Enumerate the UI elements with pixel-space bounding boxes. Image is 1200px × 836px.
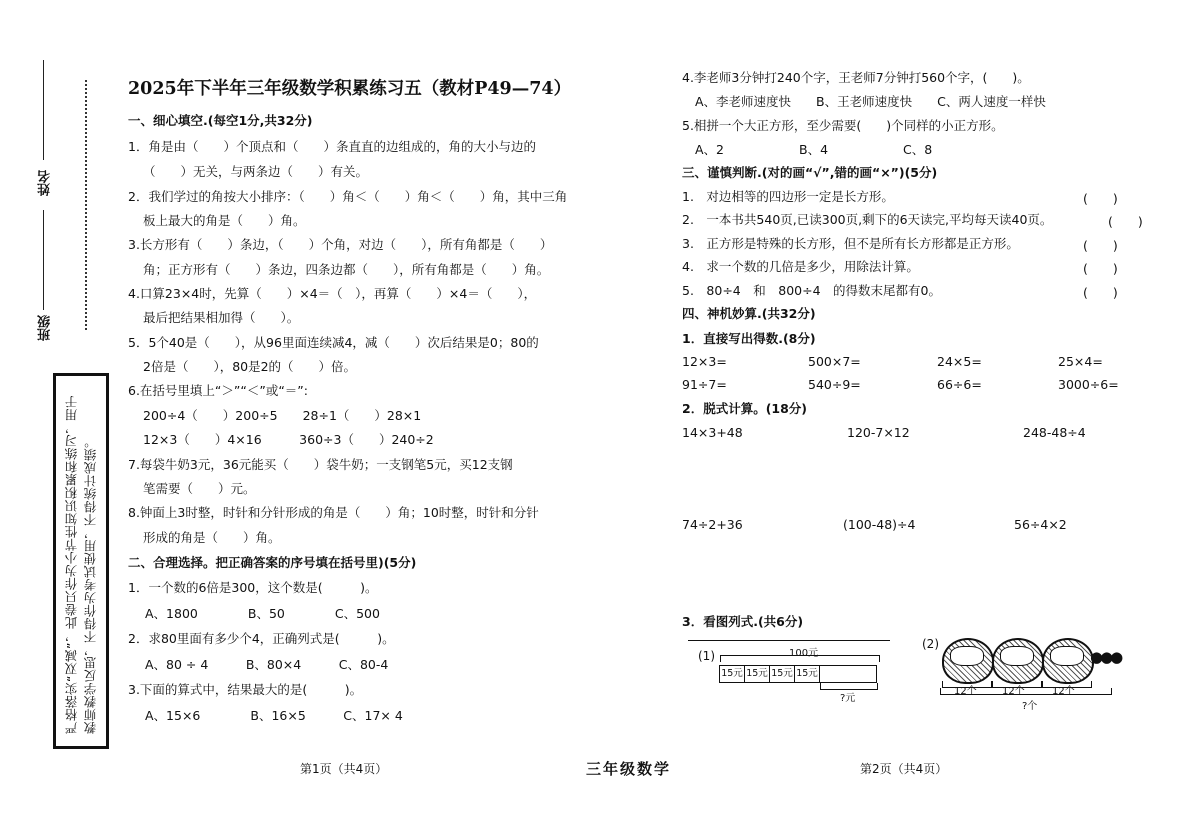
- question-line: 2．求80里面有多少个4，正确列式是( )。: [128, 631, 395, 646]
- answer-paren[interactable]: ( ): [1083, 261, 1118, 276]
- question-line: 6.在括号里填上“＞”“＜”或“＝”:: [128, 383, 308, 398]
- group-label: 12个: [954, 686, 977, 697]
- section-4-heading: 四、神机妙算.(共32分): [682, 306, 816, 321]
- segment-cell: 15元: [744, 665, 770, 683]
- choice-line: A、80 ÷ 4 B、80×4 C、80-4: [145, 657, 389, 672]
- question-line: 5.相拼一个大正方形，至少需要( )个同样的小正方形。: [682, 118, 1004, 133]
- basket-icon: [1042, 638, 1094, 684]
- calc-item: (100-48)÷4: [843, 517, 916, 532]
- exam-title: 2025年下半年三年级数学积累练习五（教材P49—74）: [128, 79, 572, 99]
- eggs-icon: [1050, 646, 1084, 666]
- divider-line: [688, 640, 890, 641]
- question-line: 2倍是（ ），80是2的（ ）倍。: [143, 359, 357, 374]
- question-line: 8.钟面上3时整，时针和分针形成的角是（ ）角；10时整，时针和分针: [128, 505, 539, 520]
- judge-item: 3. 正方形是特殊的长方形，但不是所有长方形都是正方形。: [682, 236, 1019, 251]
- section-1-heading: 一、细心填空.(每空1分,共32分): [128, 113, 313, 128]
- extra-eggs-icon: ●●●: [1090, 648, 1121, 666]
- total-label: 100元: [789, 648, 819, 659]
- name-label: 姓名: [38, 170, 53, 196]
- notice-box: [53, 373, 109, 749]
- question-line: （ ）无关，与两条边（ ）有关。: [143, 164, 369, 179]
- bar-diagram: [688, 638, 893, 703]
- segment-cell: 15元: [719, 665, 745, 683]
- unknown-label: ?个: [1022, 701, 1038, 712]
- question-line: 4.口算23×4时，先算（ ）×4＝（ ），再算（ ）×4＝（ ），: [128, 286, 537, 301]
- question-line: 12×3（ ）4×16 360÷3（ ）240÷2: [143, 432, 434, 447]
- segment-cell: 15元: [769, 665, 795, 683]
- oral-item: 540÷9=: [808, 377, 861, 392]
- calc-item: 120-7×12: [847, 425, 910, 440]
- question-line: 200÷4（ ）200÷5 28÷1（ ）28×1: [143, 408, 422, 423]
- oral-item: 91÷7=: [682, 377, 727, 392]
- question-line: 笔需要（ ）元。: [143, 481, 256, 496]
- question-line: 4.李老师3分钟打240个字，王老师7分钟打560个字，( )。: [682, 70, 1030, 85]
- name-line: [43, 60, 44, 160]
- calc-item: 248-48÷4: [1023, 425, 1086, 440]
- oral-item: 66÷6=: [937, 377, 982, 392]
- answer-paren[interactable]: ( ): [1083, 238, 1118, 253]
- calc-item: 14×3+48: [682, 425, 743, 440]
- calc-item: 56÷4×2: [1014, 517, 1067, 532]
- oral-item: 25×4=: [1058, 354, 1103, 369]
- class-label: 班级: [38, 315, 53, 341]
- eggs-icon: [950, 646, 984, 666]
- segment-cell: 15元: [794, 665, 820, 683]
- notice-text: 严格落实“双减”，此卷只作为小节性知识积累和练习，用于教师教学反思，不得作为考试使用，不得统计成绩。: [64, 395, 98, 734]
- group-label: 12个: [1002, 686, 1025, 697]
- unknown-segment: [819, 665, 877, 683]
- question-line: 形成的角是（ ）角。: [143, 530, 281, 545]
- question-line: 7.每袋牛奶3元，36元能买（ ）袋牛奶；一支钢笔5元，买12支钢: [128, 457, 513, 472]
- judge-item: 1. 对边相等的四边形一定是长方形。: [682, 189, 894, 204]
- eggs-icon: [1000, 646, 1034, 666]
- figure-number: (2): [922, 637, 939, 651]
- segment-bar: [720, 665, 877, 681]
- group-label: 12个: [1052, 686, 1075, 697]
- question-line: 3.长方形有（ ）条边，（ ）个角，对边（ ），所有角都是（ ）: [128, 237, 553, 252]
- figure-number: (1): [698, 649, 715, 663]
- oral-item: 12×3=: [682, 354, 727, 369]
- page-number-right: 第2页（共4页）: [860, 762, 948, 776]
- judge-item: 5. 80÷4 和 800÷4 的得数末尾都有0。: [682, 283, 941, 298]
- section-2-heading: 二、合理选择。把正确答案的序号填在括号里)(5分): [128, 555, 417, 570]
- calc-item: 74÷2+36: [682, 517, 743, 532]
- oral-item: 3000÷6=: [1058, 377, 1119, 392]
- choice-line: A、15×6 B、16×5 C、17× 4: [145, 708, 403, 723]
- oral-item: 24×5=: [937, 354, 982, 369]
- answer-paren[interactable]: ( ): [1083, 191, 1118, 206]
- choice-line: A、1800 B、50 C、500: [145, 606, 380, 621]
- question-line: 3.下面的算式中，结果最大的是( )。: [128, 682, 363, 697]
- binding-margin: [30, 60, 100, 750]
- answer-paren[interactable]: ( ): [1108, 214, 1143, 229]
- judge-item: 4. 求一个数的几倍是多少，用除法计算。: [682, 259, 919, 274]
- question-line: 板上最大的角是（ ）角。: [143, 213, 306, 228]
- answer-paren[interactable]: ( ): [1083, 285, 1118, 300]
- choice-line: A、李老师速度快 B、王老师速度快 C、两人速度一样快: [695, 94, 1046, 109]
- judge-item: 2. 一本书共540页,已读300页,剩下的6天读完,平均每天读40页。: [682, 212, 1053, 227]
- question-line: 1．一个数的6倍是300，这个数是( )。: [128, 580, 378, 595]
- total-brace: [940, 688, 1112, 695]
- section-3-heading: 三、谨慎判断.(对的画“√”,错的画“×”)(5分): [682, 165, 938, 180]
- unknown-label: ?元: [840, 693, 856, 704]
- question-line: 2．我们学过的角按大小排序：（ ）角＜（ ）角＜（ ）角，其中三角: [128, 189, 568, 204]
- class-line: [43, 210, 44, 310]
- right-page: [600, 0, 1200, 836]
- basket-diagram: [918, 634, 1128, 712]
- subsection-heading: 2．脱式计算。(18分): [682, 401, 808, 416]
- question-line: 1．角是由（ ）个顶点和（ ）条直直的边组成的，角的大小与边的: [128, 139, 536, 154]
- oral-item: 500×7=: [808, 354, 861, 369]
- cut-line: [85, 80, 87, 330]
- basket-icon: [942, 638, 994, 684]
- page-number-left: 第1页（共4页）: [300, 762, 388, 776]
- choice-line: A、2 B、4 C、8: [695, 142, 933, 157]
- subsection-heading: 1．直接写出得数.(8分): [682, 331, 816, 346]
- question-line: 最后把结果相加得（ ）。: [143, 310, 300, 325]
- basket-icon: [992, 638, 1044, 684]
- subsection-heading: 3．看图列式.(共6分): [682, 614, 804, 629]
- subject-footer: 三年级数学: [586, 760, 672, 778]
- question-line: 角；正方形有（ ）条边，四条边都（ ），所有角都是（ ）角。: [143, 262, 550, 277]
- question-line: 5．5个40是（ ），从96里面连续减4，减（ ）次后结果是0；80的: [128, 335, 539, 350]
